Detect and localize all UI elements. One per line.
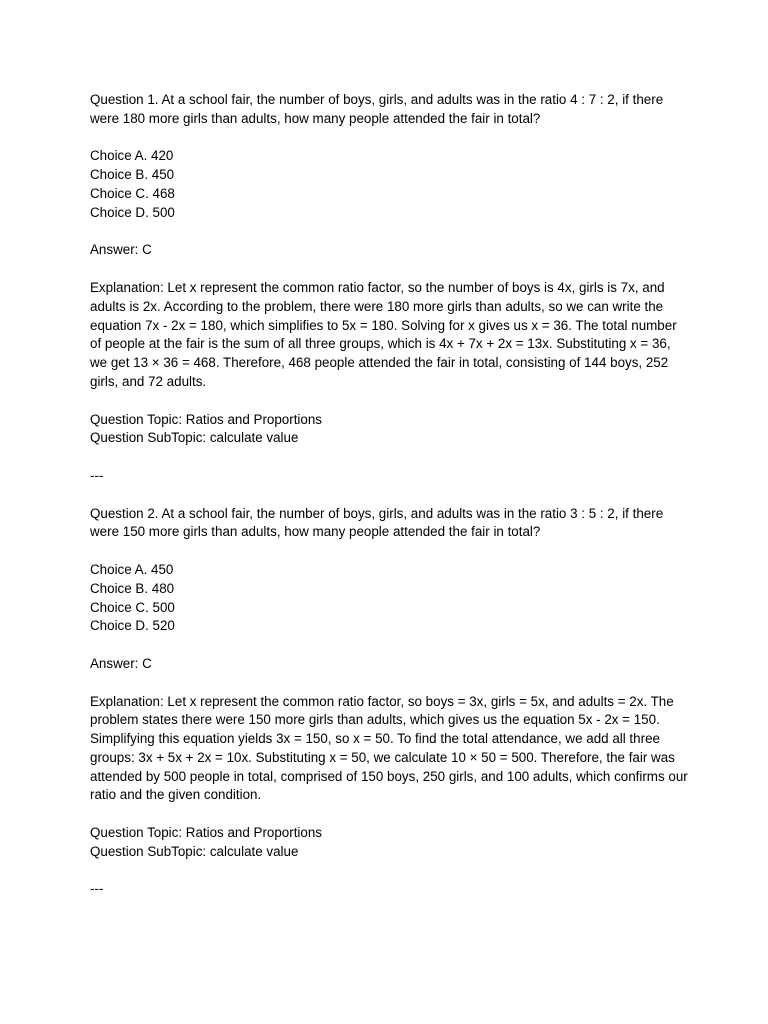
choice-c: Choice C. 500: [90, 599, 175, 615]
choice-a: Choice A. 420: [90, 148, 174, 164]
topic-info: [90, 824, 690, 862]
topic-info: [90, 411, 690, 449]
answer-text: Answer: C: [90, 242, 152, 258]
question-block-2: [90, 505, 690, 900]
question-subtopic: Question SubTopic: calculate value: [90, 843, 299, 859]
choice-a: Choice A. 450: [90, 561, 174, 577]
choice-b: Choice B. 480: [90, 580, 175, 596]
choice-c: Choice C. 468: [90, 185, 175, 201]
choice-d: Choice D. 520: [90, 618, 175, 634]
question-subtopic: Question SubTopic: calculate value: [90, 430, 299, 446]
question-block-1: [90, 91, 690, 486]
separator: ---: [90, 467, 104, 483]
question-topic: Question Topic: Ratios and Proportions: [90, 411, 322, 427]
choice-d: Choice D. 500: [90, 204, 175, 220]
separator: ---: [90, 881, 104, 897]
question-text: Question 1. At a school fair, the number of boys, girls, and adults was in the ratio 4 : 7 : 2, if there were 180 more girls than adults, how many people attended the fair in total?: [90, 92, 664, 126]
explanation-text: Explanation: Let x represent the common ratio factor, so the number of boys is 4x, girls is 7x, and adults is 2x. According to the problem, there were 180 more girls than adults, so we can write the equation 7x - 2x = 180, which simplifies to 5x = 180. Solving for x gives us x = 36. The total number of people at the fair is the sum of all three groups, which is 4x + 7x + 2x = 13x. Substituting x = 36, we get 13 × 36 = 468. Therefore, 468 people attended the fair in total, consisting of 144 boys, 252 girls, and 72 adults.: [90, 279, 677, 389]
answer-text: Answer: C: [90, 655, 152, 671]
question-topic: Question Topic: Ratios and Proportions: [90, 825, 322, 841]
explanation-text: Explanation: Let x represent the common ratio factor, so boys = 3x, girls = 5x, and adults = 2x. The problem states there were 150 more girls than adults, which gives us the equation 5x - 2x = 150. Simplifying this equation yields 3x = 150, so x = 50. To find the total attendance, we add all three groups: 3x + 5x + 2x = 10x. Substituting x = 50, we calculate 10 × 50 = 500. Therefore, the fair was attended by 500 people in total, comprised of 150 boys, 250 girls, and 100 adults, which confirms our ratio and the given condition.: [90, 693, 688, 803]
choice-list: [90, 561, 690, 636]
choice-list: [90, 147, 690, 222]
document-page: [90, 91, 690, 918]
choice-b: Choice B. 450: [90, 167, 175, 183]
question-text: Question 2. At a school fair, the number of boys, girls, and adults was in the ratio 3 : 5 : 2, if there were 150 more girls than adults, how many people attended the fair in total?: [90, 505, 664, 540]
